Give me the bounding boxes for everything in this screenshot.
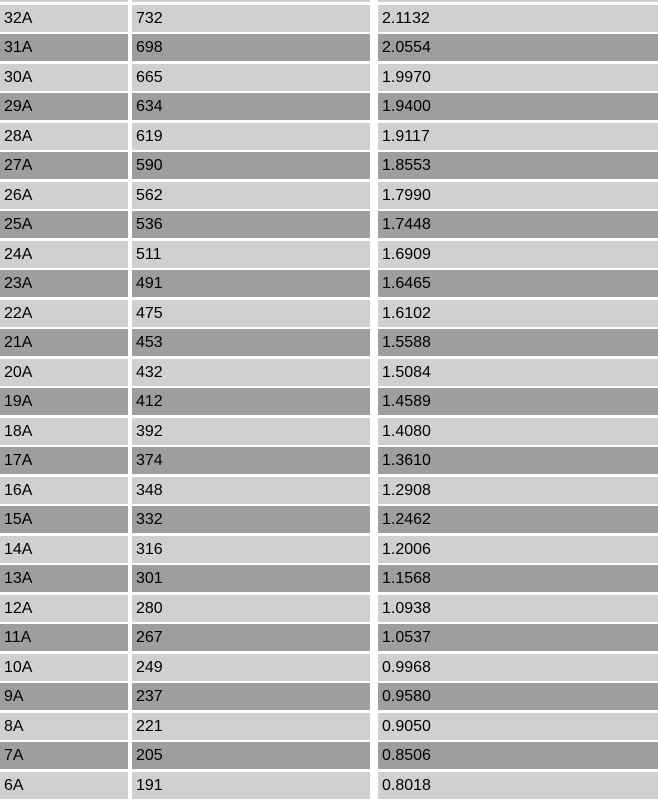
ratio-cell: 1.9117 bbox=[378, 123, 658, 150]
size-cell: 15A bbox=[0, 506, 128, 533]
size-cell: 10A bbox=[0, 654, 128, 681]
ratio-cell: 1.1568 bbox=[378, 565, 658, 592]
table-row bbox=[0, 595, 658, 622]
value-cell: 392 bbox=[132, 418, 370, 445]
table-row bbox=[0, 241, 658, 268]
value-cell: 665 bbox=[132, 64, 370, 91]
ratio-cell: 0.8506 bbox=[378, 742, 658, 769]
ratio-cell: 1.8553 bbox=[378, 152, 658, 179]
size-cell: 21A bbox=[0, 329, 128, 356]
value-cell: 412 bbox=[132, 388, 370, 415]
ratio-cell: 1.2006 bbox=[378, 536, 658, 563]
table-row bbox=[0, 654, 658, 681]
ratio-cell: 1.0537 bbox=[378, 624, 658, 651]
value-cell: 491 bbox=[132, 270, 370, 297]
size-cell: 23A bbox=[0, 270, 128, 297]
ratio-cell: 1.2908 bbox=[378, 477, 658, 504]
table-row bbox=[0, 536, 658, 563]
table-row-top-partial bbox=[0, 0, 658, 2]
table-row bbox=[0, 270, 658, 297]
value-cell: 191 bbox=[132, 772, 370, 799]
size-cell: 25A bbox=[0, 211, 128, 238]
size-cell: 11A bbox=[0, 624, 128, 651]
table-row bbox=[0, 418, 658, 445]
ratio-cell: 0.9580 bbox=[378, 683, 658, 710]
size-cell: 31A bbox=[0, 34, 128, 61]
table-row bbox=[0, 506, 658, 533]
table-row bbox=[0, 742, 658, 769]
size-cell: 26A bbox=[0, 182, 128, 209]
size-cell: 16A bbox=[0, 477, 128, 504]
ratio-cell: 1.6102 bbox=[378, 300, 658, 327]
size-cell: 7A bbox=[0, 742, 128, 769]
value-cell: 562 bbox=[132, 182, 370, 209]
table-row bbox=[0, 683, 658, 710]
value-cell: 221 bbox=[132, 713, 370, 740]
value-cell: 732 bbox=[132, 5, 370, 32]
value-cell: 432 bbox=[132, 359, 370, 386]
ratio-cell: 2.1132 bbox=[378, 5, 658, 32]
ratio-cell: 1.4080 bbox=[378, 418, 658, 445]
ratio-cell: 1.0938 bbox=[378, 595, 658, 622]
table-row bbox=[0, 565, 658, 592]
value-cell: 590 bbox=[132, 152, 370, 179]
size-cell: 19A bbox=[0, 388, 128, 415]
value-cell: 205 bbox=[132, 742, 370, 769]
size-cell: 8A bbox=[0, 713, 128, 740]
value-cell: 374 bbox=[132, 447, 370, 474]
size-cell: 29A bbox=[0, 93, 128, 120]
size-cell: 22A bbox=[0, 300, 128, 327]
table-row bbox=[0, 359, 658, 386]
ratio-cell: 1.7990 bbox=[378, 182, 658, 209]
table-row bbox=[0, 152, 658, 179]
value-cell: 536 bbox=[132, 211, 370, 238]
value-cell: 634 bbox=[132, 93, 370, 120]
ratio-cell: 1.7448 bbox=[378, 211, 658, 238]
value-cell: 453 bbox=[132, 329, 370, 356]
table-row bbox=[0, 5, 658, 32]
ratio-cell: 1.9400 bbox=[378, 93, 658, 120]
size-cell: 24A bbox=[0, 241, 128, 268]
size-cell: 13A bbox=[0, 565, 128, 592]
size-cell: 9A bbox=[0, 683, 128, 710]
value-cell: 475 bbox=[132, 300, 370, 327]
table-cell-empty bbox=[132, 0, 370, 2]
size-cell: 6A bbox=[0, 772, 128, 799]
value-cell: 348 bbox=[132, 477, 370, 504]
ratio-cell: 1.2462 bbox=[378, 506, 658, 533]
table-row bbox=[0, 388, 658, 415]
size-cell: 12A bbox=[0, 595, 128, 622]
ratio-cell: 1.5588 bbox=[378, 329, 658, 356]
size-cell: 17A bbox=[0, 447, 128, 474]
table-row bbox=[0, 447, 658, 474]
table-row bbox=[0, 182, 658, 209]
ratio-cell: 1.6465 bbox=[378, 270, 658, 297]
table-row bbox=[0, 64, 658, 91]
ratio-cell: 1.4589 bbox=[378, 388, 658, 415]
ratio-cell: 2.0554 bbox=[378, 34, 658, 61]
size-cell: 30A bbox=[0, 64, 128, 91]
size-cell: 27A bbox=[0, 152, 128, 179]
size-cell: 32A bbox=[0, 5, 128, 32]
ratio-cell: 1.5084 bbox=[378, 359, 658, 386]
table-row bbox=[0, 713, 658, 740]
ratio-cell: 0.8018 bbox=[378, 772, 658, 799]
table-row bbox=[0, 300, 658, 327]
table-row bbox=[0, 123, 658, 150]
table-cell-empty bbox=[378, 0, 658, 2]
value-cell: 267 bbox=[132, 624, 370, 651]
size-cell: 14A bbox=[0, 536, 128, 563]
value-cell: 332 bbox=[132, 506, 370, 533]
table-row bbox=[0, 211, 658, 238]
value-cell: 698 bbox=[132, 34, 370, 61]
value-cell: 249 bbox=[132, 654, 370, 681]
table-row bbox=[0, 34, 658, 61]
ratio-cell: 1.9970 bbox=[378, 64, 658, 91]
value-cell: 280 bbox=[132, 595, 370, 622]
ratio-cell: 1.3610 bbox=[378, 447, 658, 474]
value-cell: 316 bbox=[132, 536, 370, 563]
table-row bbox=[0, 329, 658, 356]
ratio-cell: 0.9050 bbox=[378, 713, 658, 740]
value-cell: 301 bbox=[132, 565, 370, 592]
table-row bbox=[0, 477, 658, 504]
size-cell: 18A bbox=[0, 418, 128, 445]
size-cell: 28A bbox=[0, 123, 128, 150]
value-cell: 619 bbox=[132, 123, 370, 150]
ratio-cell: 1.6909 bbox=[378, 241, 658, 268]
size-cell: 20A bbox=[0, 359, 128, 386]
table-cell-empty bbox=[0, 0, 128, 2]
table-row bbox=[0, 624, 658, 651]
table-row bbox=[0, 772, 658, 799]
table-row bbox=[0, 93, 658, 120]
ratio-cell: 0.9968 bbox=[378, 654, 658, 681]
value-cell: 237 bbox=[132, 683, 370, 710]
value-cell: 511 bbox=[132, 241, 370, 268]
